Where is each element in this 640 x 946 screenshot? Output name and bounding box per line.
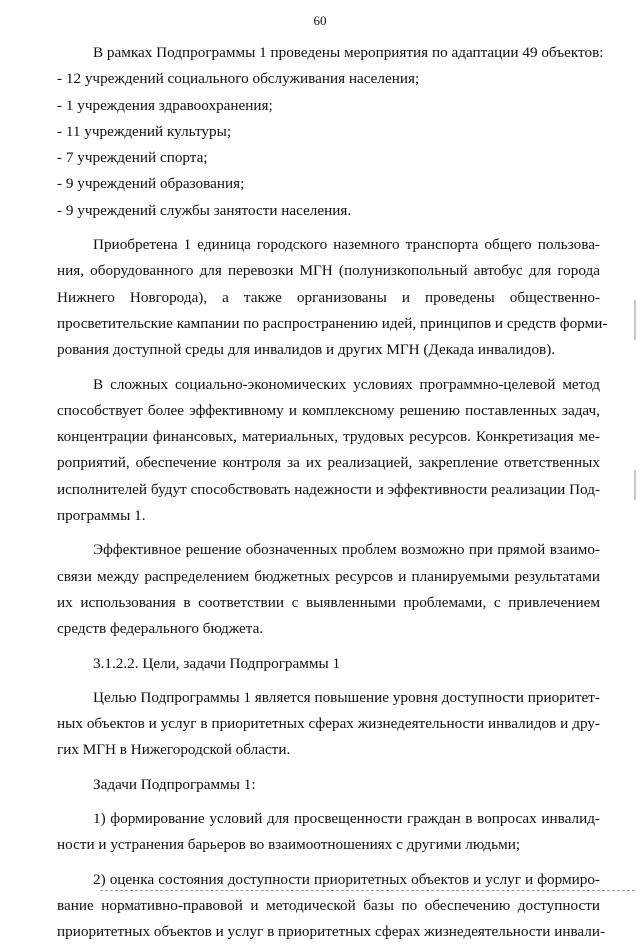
paragraph [57,651,600,677]
text-line: В рамках Подпрограммы 1 проведены мероприятия по адаптации 49 объектов: [93,44,604,61]
text-line: исполнителей будут способствовать надежности и эффективности реализации Под- [57,480,600,498]
text-line: 3.1.2.2. Цели, задачи Подпрограммы 1 [93,654,341,672]
paragraph-gap [57,764,600,772]
paragraph [57,40,604,224]
paragraph [57,867,606,946]
text-line: - 9 учреждений образования; [57,175,245,193]
text-line: Приобретена 1 единица городского наземного транспорта общего пользова- [93,236,600,254]
scan-edge-mark [634,300,636,340]
text-line: - 11 учреждений культуры; [57,122,232,140]
document-body [57,40,608,946]
text-line: роприятий, обеспечение контроля за их реализацией, закрепление ответственных [57,454,600,472]
page-number: 60 [313,13,327,28]
text-line: Эффективное решение обозначенных проблем возможно при прямой взаимо- [93,541,600,559]
text-line: ных объектов и услуг в приоритетных сферах жизнедеятельности инвалидов и дру- [57,715,600,733]
paragraph-gap [57,224,600,232]
text-line: 1) формирование условий для просвещенности граждан в вопросах инвалид- [93,810,600,828]
text-line: связи между распределением бюджетных ресурсов и планируемыми результатами [57,567,600,585]
text-line: Задачи Подпрограммы 1: [93,775,256,793]
paragraph-gap [57,643,600,651]
paragraph-gap [57,677,600,685]
text-line: средств федерального бюджета. [57,620,264,638]
paragraph [57,372,600,530]
paragraph [57,232,608,363]
text-line: ности и устранения барьеров во взаимоотношениях с другими людьми; [57,836,521,854]
text-line: Целью Подпрограммы 1 является повышение уровня доступности приоритет- [93,688,600,706]
text-line: способствует более эффективному и комплексному решению поставленных задач, [57,401,600,419]
paragraph-gap [57,859,600,867]
text-line: - 1 учреждения здравоохранения; [57,96,273,114]
text-line: - 9 учреждений службы занятости населения. [57,201,352,219]
text-line: гих МГН в Нижегородской области. [57,741,291,759]
paragraph-gap [57,529,600,537]
scan-bottom-rule [100,890,635,891]
paragraph [57,772,600,798]
text-line: В сложных социально-экономических условиях программно-целевой метод [93,375,600,393]
paragraph [57,806,600,859]
text-line: вание нормативно-правовой и методической базы по обеспечению доступности [57,896,600,914]
text-line: просветительские кампании по распространению идей, принципов и средств форми- [57,314,608,332]
text-line: 2) оценка состояния доступности приоритетных объектов и услуг и формиро- [93,870,600,888]
text-line: - 12 учреждений социального обслуживания населения; [57,70,420,88]
text-line: их использования в соответствии с выявленными проблемами, с привлечением [57,593,600,611]
text-line: приоритетных объектов и услуг в приоритетных сферах жизнедеятельности инвали- [57,923,606,941]
paragraph [57,685,600,764]
text-line: рования доступной среды для инвалидов и других МГН (Декада инвалидов). [57,341,556,359]
text-line: концентрации финансовых, материальных, трудовых ресурсов. Конкретизация ме- [57,428,600,446]
text-line: программы 1. [57,507,146,525]
paragraph [57,537,600,642]
paragraph-gap [57,798,600,806]
paragraph-gap [57,364,600,372]
text-line: Нижнего Новгорода), а также организованы и проведены общественно- [57,288,600,306]
scan-edge-mark [634,470,636,500]
text-line: - 7 учреждений спорта; [57,149,208,167]
text-line: ния, оборудованного для перевозки МГН (полунизкопольный автобус для города [57,262,600,280]
